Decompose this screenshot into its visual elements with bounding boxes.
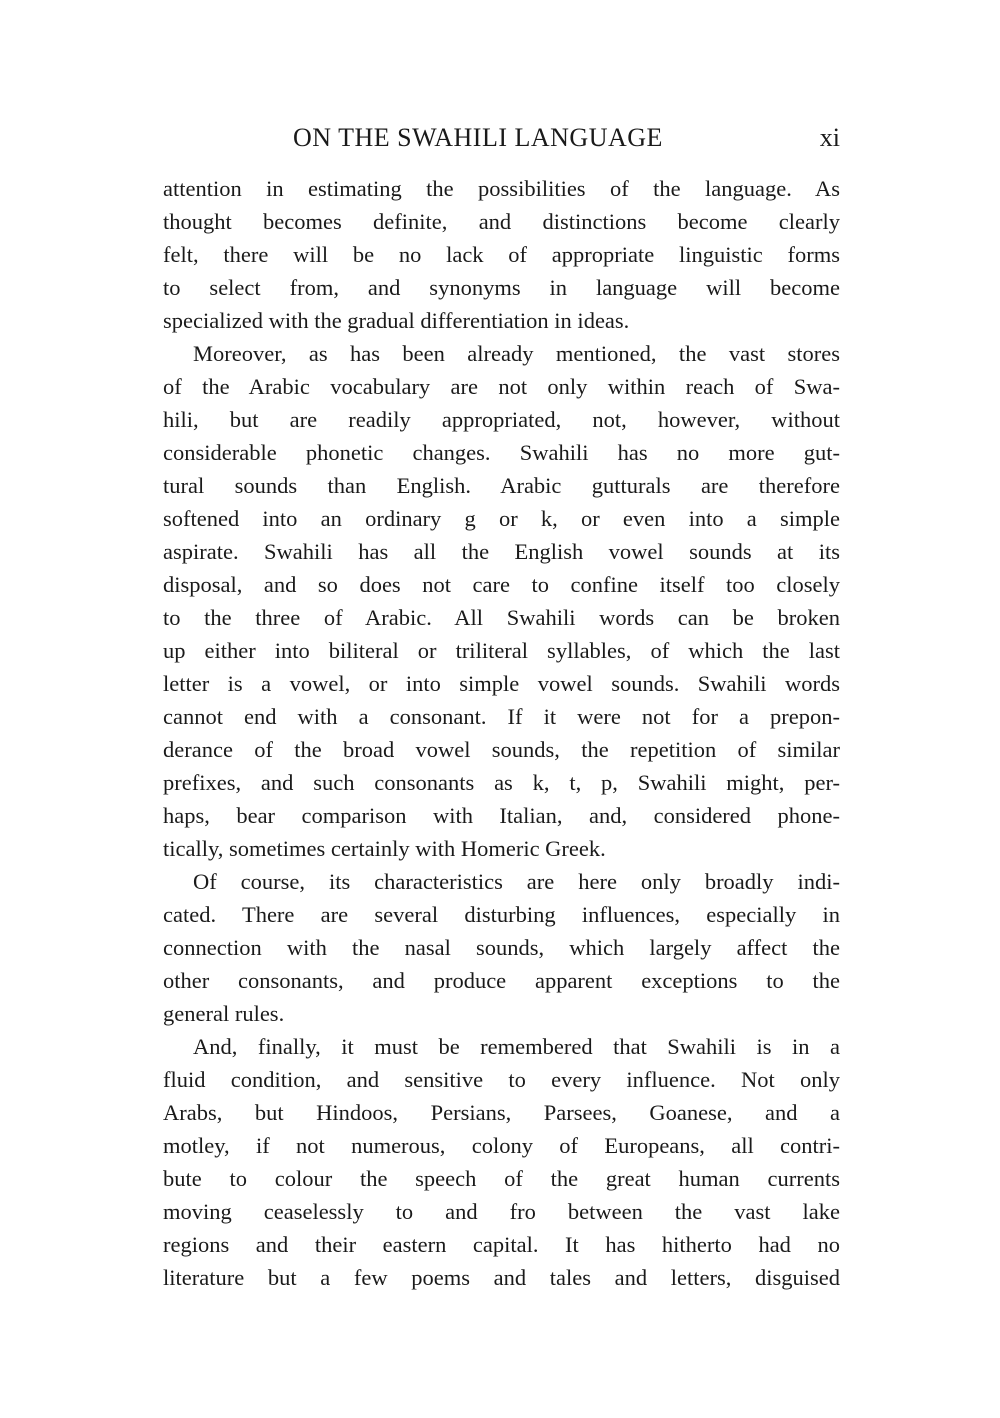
text-line: cated. There are several disturbing influences, especially in xyxy=(163,902,840,927)
page-header xyxy=(163,120,840,156)
text-line: literature but a few poems and tales and letters, disguised xyxy=(163,1265,840,1290)
text-line: Arabs, but Hindoos, Persians, Parsees, Goanese, and a xyxy=(163,1100,840,1125)
text-line: considerable phonetic changes. Swahili has no more gut- xyxy=(163,440,840,465)
text-line: hili, but are readily appropriated, not, however, without xyxy=(163,407,840,432)
text-line: of the Arabic vocabulary are not only within reach of Swa- xyxy=(163,374,840,399)
text-line: to select from, and synonyms in language will become xyxy=(163,275,840,300)
text-line: other consonants, and produce apparent exceptions to the xyxy=(163,968,840,993)
text-line: connection with the nasal sounds, which largely affect the xyxy=(163,935,840,960)
paragraph xyxy=(163,865,840,1030)
paragraph xyxy=(163,1030,840,1294)
text-line: tically, sometimes certainly with Homeric Greek. xyxy=(163,836,606,861)
text-line: tural sounds than English. Arabic gutturals are therefore xyxy=(163,473,840,498)
page-number: xi xyxy=(819,123,840,152)
text-line: cannot end with a consonant. If it were not for a prepon- xyxy=(163,704,840,729)
text-line: disposal, and so does not care to confine itself too closely xyxy=(163,572,840,597)
text-line: haps, bear comparison with Italian, and, considered phone- xyxy=(163,803,840,828)
paragraph xyxy=(163,172,840,337)
text-line: prefixes, and such consonants as k, t, p, Swahili might, per- xyxy=(163,770,840,795)
text-line: Moreover, as has been already mentioned, the vast stores xyxy=(193,341,840,366)
text-line: to the three of Arabic. All Swahili words can be broken xyxy=(163,605,840,630)
text-line: general rules. xyxy=(163,1001,285,1026)
text-line: motley, if not numerous, colony of Europeans, all contri- xyxy=(163,1133,840,1158)
text-line: felt, there will be no lack of appropriate linguistic forms xyxy=(163,242,840,267)
paragraph xyxy=(163,337,840,865)
text-line: And, finally, it must be remembered that Swahili is in a xyxy=(193,1034,840,1059)
text-line: up either into biliteral or triliteral syllables, of which the last xyxy=(163,638,840,663)
running-title: ON THE SWAHILI LANGUAGE xyxy=(293,123,663,152)
text-line: specialized with the gradual differentiation in ideas. xyxy=(163,308,630,333)
text-line: Of course, its characteristics are here only broadly indi- xyxy=(193,869,840,894)
text-line: moving ceaselessly to and fro between the vast lake xyxy=(163,1199,840,1224)
text-line: bute to colour the speech of the great human currents xyxy=(163,1166,840,1191)
text-line: thought becomes definite, and distinctions become clearly xyxy=(163,209,840,234)
text-line: fluid condition, and sensitive to every influence. Not only xyxy=(163,1067,840,1092)
text-line: letter is a vowel, or into simple vowel sounds. Swahili words xyxy=(163,671,840,696)
body-text xyxy=(163,172,840,1294)
text-line: regions and their eastern capital. It has hitherto had no xyxy=(163,1232,840,1257)
text-line: softened into an ordinary g or k, or even into a simple xyxy=(163,506,840,531)
text-line: attention in estimating the possibilities of the language. As xyxy=(163,176,840,201)
text-line: aspirate. Swahili has all the English vowel sounds at its xyxy=(163,539,840,564)
text-line: derance of the broad vowel sounds, the repetition of similar xyxy=(163,737,840,762)
